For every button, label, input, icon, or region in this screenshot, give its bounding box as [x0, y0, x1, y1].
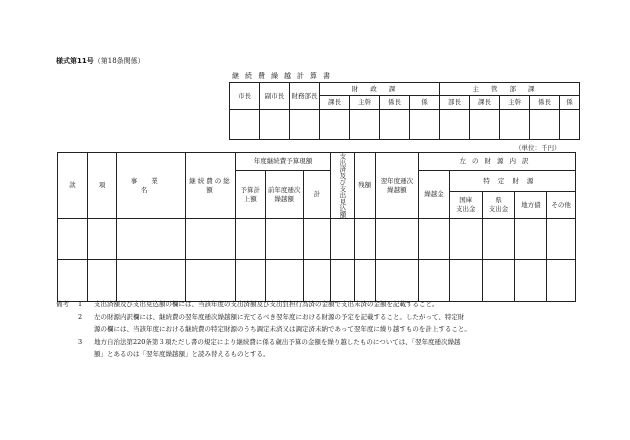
cell[interactable]	[87, 219, 117, 260]
cell[interactable]	[303, 260, 331, 302]
note-text: 地方自治法第220条第３項ただし書の規定により継続費に係る歳出予算の金額を繰り越したものについては、「翌年度逓次繰越	[94, 337, 461, 346]
seal-box[interactable]	[350, 110, 380, 140]
cell[interactable]	[303, 219, 331, 260]
cell[interactable]	[547, 260, 576, 302]
unit-label: （単位：千円）	[515, 144, 561, 152]
cell[interactable]	[354, 219, 375, 260]
note-number: 1	[78, 300, 83, 308]
col-balance: 残額	[358, 181, 372, 189]
finance-role-staff: 係	[421, 98, 428, 106]
seal-box[interactable]	[440, 110, 470, 140]
cell[interactable]	[419, 260, 450, 302]
seal-box[interactable]	[230, 110, 260, 140]
cell[interactable]	[235, 260, 265, 302]
seal-box[interactable]	[260, 110, 290, 140]
col-source-group: 左の財源内訳	[459, 157, 535, 165]
finance-section-label: 財政課	[351, 84, 408, 93]
col-prefectural-2: 支出金	[488, 205, 509, 213]
notes	[56, 298, 576, 361]
col-kan: 款	[69, 181, 76, 189]
col-kou: 項	[98, 181, 106, 189]
col-total: 継続費の総額	[189, 176, 232, 194]
main-role-chief: 課長	[478, 98, 491, 106]
note-item-2	[56, 311, 576, 324]
note-text: 支出済額及び支出見込額の欄には、当該年度の支出済額及び支出負担行為済の金額で支出未済の金額を記載すること。	[94, 300, 439, 308]
col-budget-group: 年度継続費予算現額	[253, 157, 313, 165]
cell[interactable]	[117, 219, 186, 260]
notes-label: 備考	[56, 300, 69, 308]
note-item-3	[56, 336, 576, 349]
cell[interactable]	[117, 260, 186, 302]
col-specific-group: 特定財源	[483, 176, 542, 185]
cell[interactable]	[265, 219, 303, 260]
col-other: その他	[551, 200, 571, 209]
cell[interactable]	[419, 219, 450, 260]
main-section-label: 主管部課	[472, 84, 547, 93]
main-role-deputy: 主幹	[508, 98, 521, 106]
col-prefectural-1: 県	[495, 196, 502, 204]
col-budget-total: 計	[313, 190, 321, 198]
carryover-table	[57, 152, 576, 302]
note-number: 3	[78, 337, 83, 346]
cell[interactable]	[375, 260, 418, 302]
cell[interactable]	[515, 219, 547, 260]
main-role-subchief: 係長	[538, 98, 551, 106]
note-text: 左の財源内訳欄には、継続費の翌年度逓次繰越額に充てるべき翌年度における財源の予定を記載すること。したがって、特定財	[94, 312, 465, 321]
cell[interactable]	[449, 219, 482, 260]
seal-box[interactable]	[500, 110, 530, 140]
note-text-cont: 額」とあるのは「翌年度繰越額」と読み替えるものとする。	[94, 350, 270, 358]
seal-box[interactable]	[530, 110, 560, 140]
col-national-2: 支出金	[455, 205, 476, 213]
cell[interactable]	[482, 260, 515, 302]
cell[interactable]	[87, 260, 117, 302]
approval-table	[229, 82, 580, 140]
col-local-bond: 地方債	[521, 200, 541, 209]
finance-role-deputy: 主幹	[358, 98, 371, 106]
main-role-director: 部長	[448, 98, 461, 106]
finance-role-subchief: 係長	[388, 98, 401, 106]
cell[interactable]	[482, 219, 515, 260]
cell[interactable]	[186, 219, 236, 260]
form-label	[56, 56, 145, 66]
mayor-label: 市長	[238, 91, 251, 100]
note-number: 2	[78, 312, 83, 321]
main-role-staff: 係	[566, 98, 573, 106]
seal-box[interactable]	[380, 110, 410, 140]
form-rule: （第18条関係）	[93, 57, 145, 65]
cell[interactable]	[58, 260, 88, 302]
document-title: 継続費繰越計算書	[232, 72, 336, 80]
seal-box[interactable]	[560, 110, 580, 140]
cell[interactable]	[265, 260, 303, 302]
cell[interactable]	[331, 260, 354, 302]
col-expense: 支出済及び支出見込額	[338, 153, 347, 218]
cell[interactable]	[235, 219, 265, 260]
note-text-cont: 源の欄には、当該年度における継続費の特定財源のうち調定未済又は調定済未納であって翌年度に繰り越すものを計上すること。	[94, 325, 471, 333]
col-next-carry: 翌年度逓次繰越額	[380, 176, 414, 194]
cell[interactable]	[449, 260, 482, 302]
col-national-1: 国庫	[459, 196, 473, 204]
seal-box[interactable]	[320, 110, 350, 140]
seal-box[interactable]	[410, 110, 440, 140]
cell[interactable]	[186, 260, 236, 302]
cell[interactable]	[58, 219, 88, 260]
cell[interactable]	[375, 219, 418, 260]
note-item-1	[56, 298, 576, 311]
col-budget-carried: 前年度逓次繰越額	[267, 185, 301, 203]
seal-box[interactable]	[470, 110, 500, 140]
cell[interactable]	[547, 219, 576, 260]
cell[interactable]	[515, 260, 547, 302]
cell[interactable]	[354, 260, 375, 302]
finance-role-chief: 課長	[328, 98, 341, 106]
form-number: 様式第11号	[56, 57, 94, 65]
col-carryover-funds: 繰越金	[424, 190, 444, 198]
seal-box[interactable]	[290, 110, 320, 140]
col-project: 事業名	[130, 176, 172, 194]
table-row	[58, 219, 576, 260]
cell[interactable]	[331, 219, 354, 260]
table-row	[58, 260, 576, 302]
vice-mayor-label: 副市長	[264, 91, 285, 100]
col-budget-planned: 予算計上額	[240, 185, 260, 203]
finance-director-label: 財務部長	[291, 91, 318, 100]
